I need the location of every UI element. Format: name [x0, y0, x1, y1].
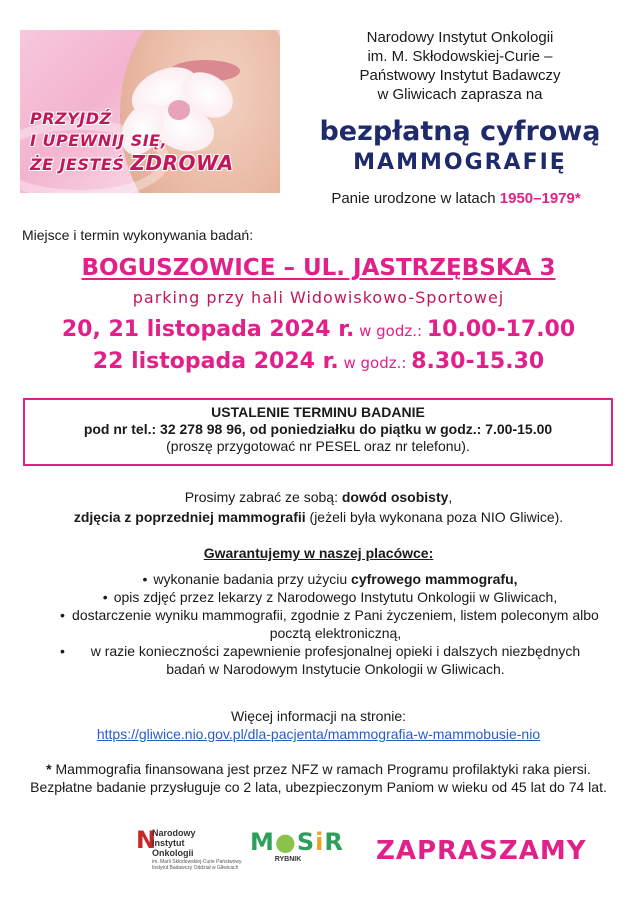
- guarantee-list: [60, 570, 600, 678]
- event-location: BOGUSZOWICE – UL. JASTRZĘBSKA 3: [81, 255, 556, 281]
- list-item: • opis zdjęć przez lekarzy z Narodowego Instytutu Onkologii w Gliwicach,: [102, 589, 558, 605]
- mosir-wordmark: M●SiR: [250, 828, 344, 856]
- organizer-text: Narodowy Instytut Onkologii im. M. Skłodowskiej-Curie – Państwowy Instytut Badawczy w Gliwicach zaprasza na: [359, 29, 561, 103]
- mosir-logo: M●SiR RYBNIK: [250, 828, 350, 878]
- footnote: * Mammografia finansowana jest przez NFZ w ramach Programu profilaktyki raka piersi. Bezpłatne badanie przysługuje co 2 lata, ubezpieczonym Paniom w wieku od 45 lat do 74 lat.: [30, 761, 607, 795]
- nio-mark-icon: N: [136, 826, 157, 854]
- more-info-label: Więcej informacji na stronie:: [230, 708, 407, 724]
- headline-mammography: MAMMOGRAFIĘ: [353, 150, 567, 175]
- event-date-1: 20, 21 listopada 2024 r. w godz.: 10.00-17.00: [61, 317, 576, 342]
- invite-text: ZAPRASZAMY: [376, 836, 587, 866]
- registration-box: [23, 398, 613, 466]
- parking-info: parking przy hali Widowiskowo-Sportowej: [132, 288, 505, 307]
- hero-slogan: PRZYJDŹ I UPEWNIJ SIĘ, ŻE JESTEŚ ZDROWA: [30, 109, 234, 175]
- list-item: • w razie konieczności zapewnienie profesjonalnej opieki i dalszych niezbędnych badań w Narodowym Instytucie Onkologii w Gliwicach.: [60, 643, 581, 677]
- registration-note: (proszę przygotować nr PESEL oraz nr telefonu).: [166, 438, 470, 454]
- registration-phone: pod nr tel.: 32 278 98 96, od poniedziałku do piątku w godz.: 7.00-15.00: [83, 421, 553, 437]
- list-item: • dostarczenie wyniku mammografii, zgodnie z Pani życzeniem, listem poleconym albo pocztą elektroniczną,: [60, 607, 599, 641]
- bring-items: Prosimy zabrać ze sobą: dowód osobisty, zdjęcia z poprzedniej mammografii (jeżeli była wykonana poza NIO Gliwice).: [73, 489, 564, 525]
- place-label: Miejsce i termin wykonywania badań:: [22, 227, 254, 243]
- birth-years: Panie urodzone w latach 1950–1979*: [331, 190, 581, 207]
- info-link[interactable]: https://gliwice.nio.gov.pl/dla-pacjenta/mammografia-w-mammobusie-nio: [96, 726, 541, 742]
- headline-free-digital: bezpłatną cyfrową: [319, 116, 601, 147]
- nio-logo: N Narodowy Instytut Onkologii im. Marii Skłodowskiej-Curie Państwowy Instytut Badawczy Oddział w Gliwicach: [136, 826, 242, 871]
- list-item: • wykonanie badania przy użyciu cyfrowego mammografu,: [142, 571, 518, 587]
- guarantee-title: Gwarantujemy w naszej placówce:: [203, 545, 434, 561]
- event-date-2: 22 listopada 2024 r. w godz.: 8.30-15.30: [92, 349, 545, 374]
- registration-title: USTALENIE TERMINU BADANIE: [211, 404, 425, 420]
- hero-image: [20, 30, 280, 193]
